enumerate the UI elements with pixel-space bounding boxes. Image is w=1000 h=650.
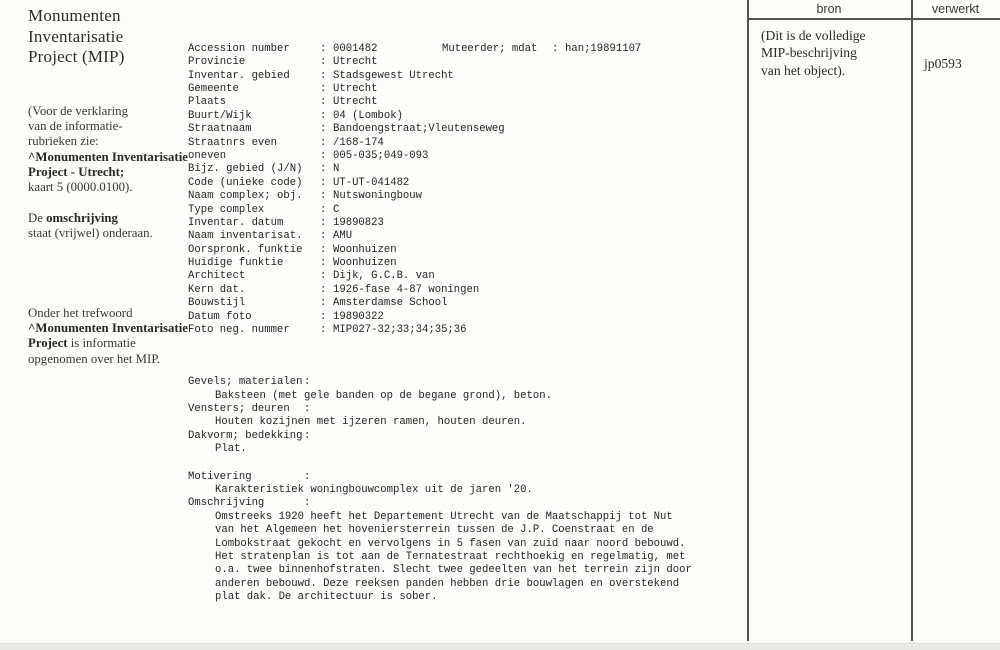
field-colon: :	[320, 163, 327, 176]
section-text-line: Lombokstraat gekocht en vervolgens in 5 fasen van zuid naar noord bebouwd.	[215, 537, 686, 550]
column-header-verwerkt: verwerkt	[931, 2, 980, 16]
field-row	[188, 217, 753, 230]
note-line	[28, 119, 204, 134]
field-row	[188, 204, 753, 217]
field-row	[188, 150, 753, 163]
field-row	[188, 257, 753, 270]
section-header	[188, 497, 753, 510]
field-row	[188, 190, 753, 203]
field-label: Provincie	[188, 56, 246, 69]
vertical-rule-middle	[911, 0, 913, 641]
sidebar-note	[28, 104, 204, 195]
field-value: Utrecht	[333, 96, 378, 109]
field-colon: :	[320, 136, 327, 149]
field-value: C	[333, 203, 340, 216]
bron-note-line: (Dit is de volledige	[761, 28, 866, 43]
section-text-line: Plat.	[215, 443, 247, 456]
field-row	[188, 110, 753, 123]
field-label: Bouwstijl	[188, 297, 246, 310]
field-label: Code (unieke code)	[188, 176, 303, 189]
field-colon: :	[320, 283, 327, 296]
text-segment: (Voor de verklaring	[28, 104, 128, 118]
field-colon: :	[320, 96, 327, 109]
field-label: Plaats	[188, 96, 227, 109]
section-label: Motivering	[188, 470, 252, 483]
field-value: 1926-fase 4-87 woningen	[333, 283, 480, 296]
field-row	[188, 177, 753, 190]
note-line	[28, 306, 204, 321]
field-value: Woonhuizen	[333, 257, 397, 270]
field-colon: :	[320, 243, 327, 256]
text-segment: van de informatie-	[28, 119, 123, 134]
field-label: Inventar. gebied	[188, 69, 290, 82]
sidebar	[28, 6, 200, 68]
field-label: Naam inventarisat.	[188, 230, 303, 243]
note-line	[28, 211, 204, 226]
field-colon: :	[320, 216, 327, 229]
note-line	[28, 321, 204, 336]
field-label: oneven	[188, 149, 227, 162]
section-text-line: anderen bebouwd. Deze reeksen panden hebben drie bouwlagen en overstekend	[215, 577, 680, 590]
field-label: Kern dat.	[188, 283, 246, 296]
note-line	[28, 336, 204, 351]
section-colon: :	[304, 403, 311, 415]
field-value: han;19891107	[565, 42, 642, 55]
field-colon: :	[320, 149, 327, 162]
section-text-line: van het Algemeen het hoveniersterrein tussen de J.P. Coenstraat en de	[215, 524, 654, 537]
mutation-group	[442, 43, 641, 56]
field-value: 19890322	[333, 310, 384, 323]
section-text-line: Omstreeks 1920 heeft het Departement Utrecht van de Maatschappij tot Nut	[215, 510, 673, 523]
field-colon: :	[320, 324, 327, 337]
field-label: Architect	[188, 270, 246, 283]
note-line	[28, 165, 204, 180]
field-row	[188, 311, 753, 324]
section	[188, 471, 753, 498]
section-colon: :	[304, 470, 311, 483]
field-colon: :	[320, 310, 327, 323]
verwerkt-code: jp0593	[924, 56, 962, 71]
field-value: 19890823	[333, 216, 384, 229]
section-text-line: Het stratenplan is tot aan de Ternatestraat rechthoekig en regelmatig, met	[215, 550, 686, 563]
section-text-line: Houten kozijnen met ijzeren ramen, houten deuren.	[215, 416, 527, 429]
note-line	[28, 352, 204, 367]
field-label: Oorspronk. funktie	[188, 243, 303, 256]
field-value: MIP027-32;33;34;35;36	[333, 324, 467, 337]
field-colon: :	[320, 203, 327, 216]
field-row	[188, 284, 753, 297]
field-colon: :	[320, 297, 327, 310]
field-label: Naam complex; obj.	[188, 190, 303, 203]
field-colon: :	[320, 42, 327, 55]
field-label: Datum foto	[188, 310, 252, 323]
field-label: Bijz. gebied (J/N)	[188, 163, 303, 176]
text-segment: is informatie	[67, 336, 136, 351]
field-row	[188, 96, 753, 109]
text-segment: opgenomen over het MIP.	[28, 351, 161, 366]
field-label: Gemeente	[188, 82, 239, 95]
note-line	[28, 180, 204, 195]
field-row	[188, 137, 753, 150]
page-title	[28, 6, 200, 68]
field-label: Inventar. datum	[188, 216, 284, 229]
field-row	[188, 83, 753, 96]
field-row	[188, 270, 753, 283]
section-text-line: Baksteen (met gele banden op de begane grond), beton.	[215, 389, 552, 402]
field-value: N	[333, 163, 340, 176]
title-line: Inventarisatie	[28, 26, 124, 46]
field-label: Accession number	[188, 42, 290, 55]
section-colon: :	[304, 376, 311, 389]
section	[188, 403, 753, 430]
field-colon: :	[320, 257, 327, 270]
field-colon: :	[320, 123, 327, 136]
section-header	[188, 471, 753, 484]
text-segment: ^Monumenten Inventarisatie	[28, 149, 188, 164]
column-header-bron: bron	[816, 2, 842, 16]
field-row	[188, 297, 753, 310]
field-row	[188, 244, 753, 257]
section	[188, 430, 753, 457]
field-label: Straatnaam	[188, 123, 252, 136]
title-line: Project (MIP)	[28, 47, 125, 66]
note-line	[28, 134, 204, 149]
field-colon: :	[320, 109, 327, 122]
field-colon: :	[320, 190, 327, 203]
text-segment: staat (vrijwel) onderaan.	[28, 226, 153, 241]
header-rule	[747, 18, 1000, 20]
field-row	[188, 56, 753, 69]
field-colon: :	[320, 176, 327, 189]
field-row	[188, 70, 753, 83]
section-header	[188, 403, 753, 416]
section-header	[188, 376, 753, 389]
field-row	[188, 230, 753, 243]
field-label: Foto neg. nummer	[188, 324, 290, 337]
field-value: 005-035;049-093	[333, 149, 429, 162]
text-segment: rubrieken zie:	[28, 134, 99, 149]
section-text-line: Karakteristiek woningbouwcomplex uit de jaren '20.	[215, 483, 533, 496]
section-label: Vensters; deuren	[188, 403, 290, 415]
field-colon: :	[320, 270, 327, 283]
section-header	[188, 430, 753, 443]
field-value: Woonhuizen	[333, 243, 397, 256]
section-label: Gevels; materialen	[188, 376, 303, 389]
field-row	[188, 43, 753, 56]
field-label: Muteerder; mdat	[442, 42, 538, 55]
text-segment: Project	[28, 336, 68, 351]
field-row	[188, 324, 753, 337]
text-segment: De	[28, 211, 47, 225]
section	[188, 376, 753, 403]
section-colon: :	[304, 429, 311, 442]
section-label: Dakvorm; bedekking	[188, 429, 303, 442]
field-value: AMU	[333, 230, 353, 243]
field-value: UT-UT-041482	[333, 176, 410, 189]
bron-note-line: MIP-beschrijving	[761, 45, 857, 61]
field-value: Utrecht	[333, 82, 378, 95]
text-segment: omschrijving	[46, 211, 118, 225]
field-colon: :	[320, 56, 327, 69]
record-content	[188, 16, 753, 618]
vertical-rule-left	[747, 0, 749, 641]
field-value: Stadsgewest Utrecht	[333, 69, 454, 82]
field-label: Huidige funktie	[188, 257, 284, 270]
field-value: 0001482	[333, 42, 378, 55]
text-segment: Project - Utrecht;	[28, 164, 125, 179]
field-label: Straatnrs even	[188, 136, 278, 149]
field-value: Nutswoningbouw	[333, 190, 423, 203]
field-colon: :	[320, 230, 327, 243]
field-value: 04 (Lombok)	[333, 109, 403, 122]
field-value: Utrecht	[333, 56, 378, 69]
sidebar-note	[28, 306, 204, 367]
field-colon: :	[552, 42, 559, 55]
field-value: Amsterdamse School	[333, 297, 448, 310]
bron-note-line: van het object).	[761, 62, 846, 78]
sections	[188, 376, 753, 604]
note-line	[28, 226, 204, 241]
field-value: Bandoengstraat;Vleutenseweg	[333, 123, 505, 136]
text-segment: Onder het trefwoord	[28, 306, 133, 320]
field-label: Buurt/Wijk	[188, 109, 252, 122]
field-value: /168-174	[333, 136, 384, 149]
note-line	[28, 150, 204, 165]
field-row	[188, 163, 753, 176]
text-segment: ^Monumenten Inventarisatie	[28, 321, 188, 336]
field-label: Type complex	[188, 203, 265, 216]
section	[188, 497, 753, 604]
sidebar-note	[28, 211, 204, 241]
note-line	[28, 104, 204, 119]
title-line: Monumenten	[28, 6, 121, 25]
bron-note	[761, 27, 866, 79]
text-segment: kaart 5 (0000.0100).	[28, 180, 133, 195]
field-value: Dijk, G.C.B. van	[333, 270, 435, 283]
section-label: Omschrijving	[188, 497, 265, 510]
section-text-line: plat dak. De architectuur is sober.	[215, 591, 438, 604]
section-text-line: o.a. twee binnenhofstraten. Slecht twee gedeelten van het terrein zijn door	[215, 564, 692, 577]
field-colon: :	[320, 69, 327, 82]
field-row	[188, 123, 753, 136]
section-colon: :	[304, 497, 311, 510]
fields-table	[188, 43, 753, 338]
field-colon: :	[320, 82, 327, 95]
